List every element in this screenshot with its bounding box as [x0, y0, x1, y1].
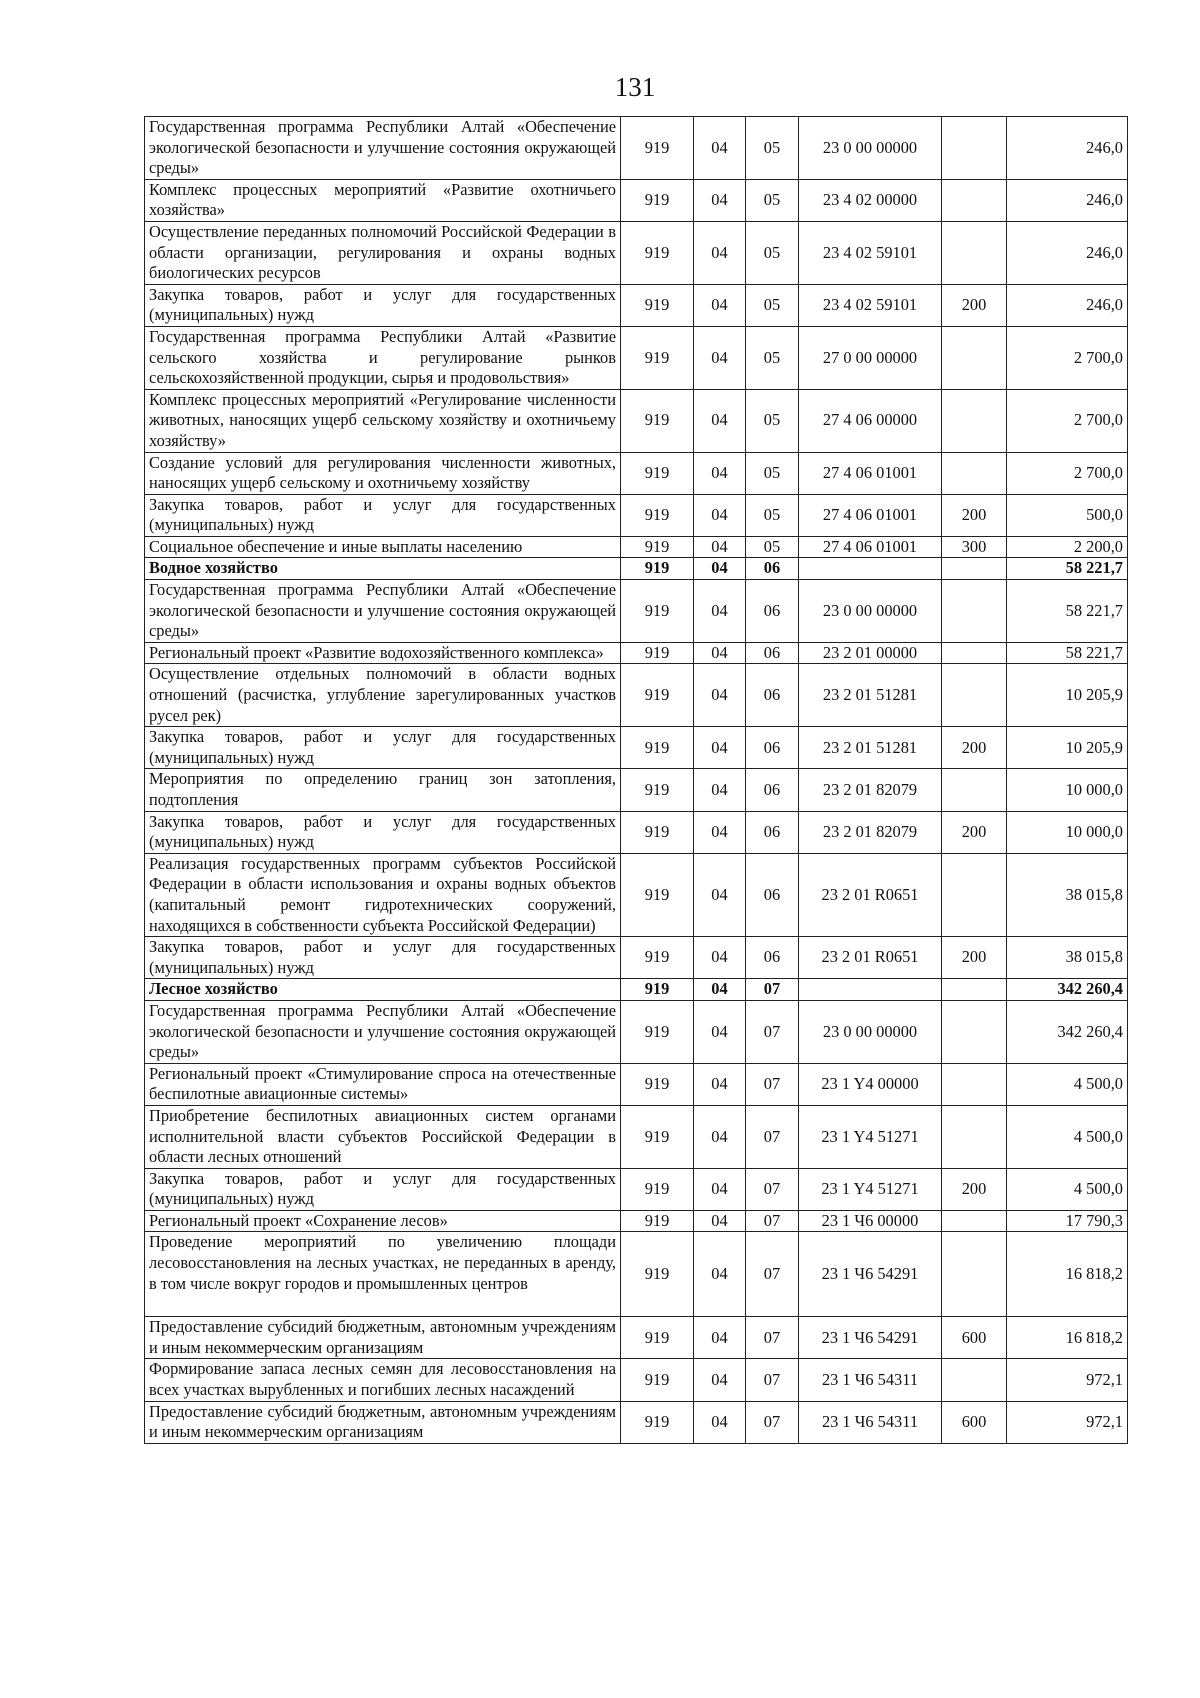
table-row — [145, 452, 1128, 494]
row-target-article — [799, 558, 942, 580]
row-subsection-code: 07 — [746, 1232, 799, 1317]
row-subsection-code: 05 — [746, 221, 799, 284]
row-subsection-code: 06 — [746, 558, 799, 580]
row-subsection-code: 06 — [746, 853, 799, 936]
row-grbs-code: 919 — [621, 769, 694, 811]
row-grbs-code: 919 — [621, 937, 694, 979]
row-name: Формирование запаса лесных семян для лесовосстановления на всех участках вырубленных и погибших лесных насаждений — [145, 1359, 621, 1401]
row-grbs-code: 919 — [621, 536, 694, 558]
row-name: Осуществление переданных полномочий Российской Федерации в области организации, регулирования и охраны водных биологических ресурсов — [145, 221, 621, 284]
row-amount: 2 700,0 — [1007, 389, 1128, 452]
row-target-article: 27 4 06 01001 — [799, 536, 942, 558]
row-grbs-code: 919 — [621, 558, 694, 580]
table-row — [145, 1317, 1128, 1359]
row-target-article: 23 2 01 51281 — [799, 664, 942, 727]
row-amount: 58 221,7 — [1007, 558, 1128, 580]
row-name: Государственная программа Республики Алтай «Развитие сельского хозяйства и регулирование рынков сельскохозяйственной продукции, сырья и продовольствия» — [145, 326, 621, 389]
row-section-code: 04 — [694, 1232, 746, 1317]
table-row — [145, 642, 1128, 664]
row-expense-type — [942, 179, 1007, 221]
row-subsection-code: 06 — [746, 727, 799, 769]
table-row — [145, 284, 1128, 326]
row-name: Лесное хозяйство — [145, 979, 621, 1001]
row-name: Предоставление субсидий бюджетным, автономным учреждениям и иным некоммерческим организациям — [145, 1317, 621, 1359]
row-grbs-code: 919 — [621, 117, 694, 180]
row-subsection-code: 07 — [746, 1000, 799, 1063]
row-subsection-code: 07 — [746, 1063, 799, 1105]
table-row — [145, 221, 1128, 284]
row-name: Закупка товаров, работ и услуг для государственных (муниципальных) нужд — [145, 937, 621, 979]
row-section-code: 04 — [694, 494, 746, 536]
row-amount: 10 000,0 — [1007, 769, 1128, 811]
row-grbs-code: 919 — [621, 1232, 694, 1317]
row-section-code: 04 — [694, 664, 746, 727]
row-section-code: 04 — [694, 117, 746, 180]
row-target-article: 23 1 Y4 00000 — [799, 1063, 942, 1105]
row-expense-type — [942, 452, 1007, 494]
row-grbs-code: 919 — [621, 221, 694, 284]
row-grbs-code: 919 — [621, 284, 694, 326]
row-target-article: 23 0 00 00000 — [799, 580, 942, 643]
row-name: Реализация государственных программ субъектов Российской Федерации в области использования и охраны водных объектов (капитальный ремонт гидротехнических сооружений, находящихся в собственности субъекта Российской Федерации) — [145, 853, 621, 936]
row-grbs-code: 919 — [621, 642, 694, 664]
table-row — [145, 536, 1128, 558]
budget-table-body — [145, 117, 1128, 1444]
row-grbs-code: 919 — [621, 853, 694, 936]
row-target-article: 23 2 01 82079 — [799, 769, 942, 811]
row-expense-type: 600 — [942, 1401, 1007, 1443]
row-section-code: 04 — [694, 221, 746, 284]
row-section-code: 04 — [694, 769, 746, 811]
row-name: Закупка товаров, работ и услуг для государственных (муниципальных) нужд — [145, 1168, 621, 1210]
table-row — [145, 1168, 1128, 1210]
page-number: 131 — [614, 72, 656, 102]
row-grbs-code: 919 — [621, 664, 694, 727]
row-target-article: 23 1 Ч6 54291 — [799, 1317, 942, 1359]
row-name: Приобретение беспилотных авиационных систем органами исполнительной власти субъектов Российской Федерации в области лесных отношений — [145, 1105, 621, 1168]
table-row — [145, 664, 1128, 727]
row-grbs-code: 919 — [621, 179, 694, 221]
row-subsection-code: 07 — [746, 1317, 799, 1359]
row-name: Государственная программа Республики Алтай «Обеспечение экологической безопасности и улучшение состояния окружающей среды» — [145, 580, 621, 643]
row-name: Региональный проект «Развитие водохозяйственного комплекса» — [145, 642, 621, 664]
row-amount: 4 500,0 — [1007, 1105, 1128, 1168]
table-row — [145, 1359, 1128, 1401]
row-amount: 246,0 — [1007, 179, 1128, 221]
row-section-code: 04 — [694, 1359, 746, 1401]
row-target-article: 27 4 06 01001 — [799, 452, 942, 494]
row-subsection-code: 05 — [746, 452, 799, 494]
row-target-article: 27 0 00 00000 — [799, 326, 942, 389]
row-expense-type — [942, 979, 1007, 1001]
row-grbs-code: 919 — [621, 452, 694, 494]
table-row — [145, 117, 1128, 180]
table-row — [145, 1401, 1128, 1443]
row-name: Закупка товаров, работ и услуг для государственных (муниципальных) нужд — [145, 284, 621, 326]
row-section-code: 04 — [694, 1401, 746, 1443]
row-amount: 4 500,0 — [1007, 1168, 1128, 1210]
row-grbs-code: 919 — [621, 811, 694, 853]
row-amount: 972,1 — [1007, 1401, 1128, 1443]
row-expense-type: 200 — [942, 937, 1007, 979]
row-subsection-code: 06 — [746, 811, 799, 853]
row-amount: 10 205,9 — [1007, 727, 1128, 769]
row-amount: 4 500,0 — [1007, 1063, 1128, 1105]
row-expense-type — [942, 1105, 1007, 1168]
row-amount: 58 221,7 — [1007, 580, 1128, 643]
row-amount: 38 015,8 — [1007, 937, 1128, 979]
row-name: Государственная программа Республики Алтай «Обеспечение экологической безопасности и улучшение состояния окружающей среды» — [145, 117, 621, 180]
row-expense-type: 200 — [942, 1168, 1007, 1210]
table-row — [145, 1232, 1128, 1317]
row-subsection-code: 05 — [746, 389, 799, 452]
row-target-article: 23 1 Ч6 54291 — [799, 1232, 942, 1317]
row-target-article: 23 1 Ч6 54311 — [799, 1359, 942, 1401]
row-grbs-code: 919 — [621, 1105, 694, 1168]
row-name: Осуществление отдельных полномочий в области водных отношений (расчистка, углубление зарегулированных участков русел рек) — [145, 664, 621, 727]
row-amount: 246,0 — [1007, 284, 1128, 326]
row-amount: 342 260,4 — [1007, 979, 1128, 1001]
row-name: Комплекс процессных мероприятий «Регулирование численности животных, наносящих ущерб сельскому хозяйству и охотничьему хозяйству» — [145, 389, 621, 452]
row-target-article: 23 1 Y4 51271 — [799, 1168, 942, 1210]
table-row — [145, 1210, 1128, 1232]
row-grbs-code: 919 — [621, 580, 694, 643]
row-subsection-code: 06 — [746, 769, 799, 811]
row-section-code: 04 — [694, 558, 746, 580]
table-section-row — [145, 558, 1128, 580]
row-subsection-code: 06 — [746, 664, 799, 727]
row-section-code: 04 — [694, 1210, 746, 1232]
row-amount: 16 818,2 — [1007, 1317, 1128, 1359]
row-section-code: 04 — [694, 326, 746, 389]
row-subsection-code: 05 — [746, 494, 799, 536]
row-grbs-code: 919 — [621, 1359, 694, 1401]
row-expense-type — [942, 580, 1007, 643]
row-name: Закупка товаров, работ и услуг для государственных (муниципальных) нужд — [145, 811, 621, 853]
row-amount: 10 205,9 — [1007, 664, 1128, 727]
row-amount: 342 260,4 — [1007, 1000, 1128, 1063]
row-grbs-code: 919 — [621, 1401, 694, 1443]
row-subsection-code: 07 — [746, 979, 799, 1001]
row-target-article: 27 4 06 00000 — [799, 389, 942, 452]
row-name: Водное хозяйство — [145, 558, 621, 580]
row-subsection-code: 07 — [746, 1105, 799, 1168]
table-row — [145, 769, 1128, 811]
row-expense-type: 300 — [942, 536, 1007, 558]
row-section-code: 04 — [694, 979, 746, 1001]
row-expense-type — [942, 769, 1007, 811]
row-subsection-code: 07 — [746, 1359, 799, 1401]
row-section-code: 04 — [694, 937, 746, 979]
row-target-article: 23 1 Ч6 00000 — [799, 1210, 942, 1232]
table-row — [145, 811, 1128, 853]
row-target-article: 23 2 01 R0651 — [799, 853, 942, 936]
row-section-code: 04 — [694, 389, 746, 452]
row-name: Проведение мероприятий по увеличению площади лесовосстановления на лесных участках, не переданных в аренду, в том числе вокруг городов и промышленных центров — [145, 1232, 621, 1317]
row-section-code: 04 — [694, 580, 746, 643]
budget-table — [144, 116, 1128, 1444]
row-section-code: 04 — [694, 179, 746, 221]
row-subsection-code: 05 — [746, 179, 799, 221]
table-row — [145, 326, 1128, 389]
row-expense-type — [942, 1210, 1007, 1232]
row-name: Государственная программа Республики Алтай «Обеспечение экологической безопасности и улучшение состояния окружающей среды» — [145, 1000, 621, 1063]
row-section-code: 04 — [694, 1168, 746, 1210]
row-name: Социальное обеспечение и иные выплаты населению — [145, 536, 621, 558]
row-subsection-code: 06 — [746, 937, 799, 979]
row-target-article: 23 4 02 00000 — [799, 179, 942, 221]
row-grbs-code: 919 — [621, 727, 694, 769]
row-grbs-code: 919 — [621, 1317, 694, 1359]
row-name: Закупка товаров, работ и услуг для государственных (муниципальных) нужд — [145, 727, 621, 769]
row-target-article: 23 4 02 59101 — [799, 221, 942, 284]
table-row — [145, 1105, 1128, 1168]
row-expense-type — [942, 1063, 1007, 1105]
row-grbs-code: 919 — [621, 1063, 694, 1105]
row-target-article: 23 2 01 R0651 — [799, 937, 942, 979]
row-expense-type — [942, 221, 1007, 284]
row-expense-type — [942, 664, 1007, 727]
row-name: Создание условий для регулирования численности животных, наносящих ущерб сельскому и охотничьему хозяйству — [145, 452, 621, 494]
row-subsection-code: 06 — [746, 580, 799, 643]
row-expense-type: 200 — [942, 494, 1007, 536]
row-section-code: 04 — [694, 853, 746, 936]
row-subsection-code: 07 — [746, 1210, 799, 1232]
table-row — [145, 853, 1128, 936]
row-target-article: 23 2 01 00000 — [799, 642, 942, 664]
row-section-code: 04 — [694, 1063, 746, 1105]
row-section-code: 04 — [694, 284, 746, 326]
row-subsection-code: 05 — [746, 284, 799, 326]
row-amount: 246,0 — [1007, 117, 1128, 180]
row-amount: 246,0 — [1007, 221, 1128, 284]
row-amount: 10 000,0 — [1007, 811, 1128, 853]
row-grbs-code: 919 — [621, 494, 694, 536]
row-section-code: 04 — [694, 536, 746, 558]
row-grbs-code: 919 — [621, 326, 694, 389]
row-amount: 2 200,0 — [1007, 536, 1128, 558]
row-grbs-code: 919 — [621, 389, 694, 452]
row-expense-type — [942, 1232, 1007, 1317]
row-subsection-code: 07 — [746, 1401, 799, 1443]
row-name: Закупка товаров, работ и услуг для государственных (муниципальных) нужд — [145, 494, 621, 536]
row-subsection-code: 06 — [746, 642, 799, 664]
row-name: Предоставление субсидий бюджетным, автономным учреждениям и иным некоммерческим организациям — [145, 1401, 621, 1443]
table-section-row — [145, 979, 1128, 1001]
row-amount: 500,0 — [1007, 494, 1128, 536]
row-subsection-code: 05 — [746, 117, 799, 180]
row-grbs-code: 919 — [621, 979, 694, 1001]
row-section-code: 04 — [694, 1317, 746, 1359]
row-name: Комплекс процессных мероприятий «Развитие охотничьего хозяйства» — [145, 179, 621, 221]
table-row — [145, 179, 1128, 221]
row-target-article: 23 1 Y4 51271 — [799, 1105, 942, 1168]
row-grbs-code: 919 — [621, 1000, 694, 1063]
table-row — [145, 727, 1128, 769]
row-target-article: 27 4 06 01001 — [799, 494, 942, 536]
row-amount: 38 015,8 — [1007, 853, 1128, 936]
row-expense-type — [942, 389, 1007, 452]
row-expense-type — [942, 558, 1007, 580]
table-row — [145, 494, 1128, 536]
row-subsection-code: 05 — [746, 536, 799, 558]
row-section-code: 04 — [694, 811, 746, 853]
row-name: Мероприятия по определению границ зон затопления, подтопления — [145, 769, 621, 811]
row-expense-type: 200 — [942, 811, 1007, 853]
row-subsection-code: 07 — [746, 1168, 799, 1210]
table-row — [145, 389, 1128, 452]
row-expense-type — [942, 642, 1007, 664]
row-target-article — [799, 979, 942, 1001]
row-section-code: 04 — [694, 642, 746, 664]
row-name: Региональный проект «Стимулирование спроса на отечественные беспилотные авиационные системы» — [145, 1063, 621, 1105]
row-expense-type: 600 — [942, 1317, 1007, 1359]
row-target-article: 23 1 Ч6 54311 — [799, 1401, 942, 1443]
row-target-article: 23 0 00 00000 — [799, 1000, 942, 1063]
row-subsection-code: 05 — [746, 326, 799, 389]
row-expense-type — [942, 1000, 1007, 1063]
row-expense-type: 200 — [942, 727, 1007, 769]
row-target-article: 23 0 00 00000 — [799, 117, 942, 180]
row-expense-type — [942, 117, 1007, 180]
row-target-article: 23 4 02 59101 — [799, 284, 942, 326]
row-amount: 2 700,0 — [1007, 452, 1128, 494]
row-section-code: 04 — [694, 1000, 746, 1063]
row-grbs-code: 919 — [621, 1168, 694, 1210]
row-amount: 2 700,0 — [1007, 326, 1128, 389]
row-amount: 16 818,2 — [1007, 1232, 1128, 1317]
row-expense-type: 200 — [942, 284, 1007, 326]
row-amount: 972,1 — [1007, 1359, 1128, 1401]
row-section-code: 04 — [694, 727, 746, 769]
table-row — [145, 1000, 1128, 1063]
row-amount: 58 221,7 — [1007, 642, 1128, 664]
row-expense-type — [942, 1359, 1007, 1401]
row-expense-type — [942, 853, 1007, 936]
row-section-code: 04 — [694, 452, 746, 494]
row-amount: 17 790,3 — [1007, 1210, 1128, 1232]
row-name: Региональный проект «Сохранение лесов» — [145, 1210, 621, 1232]
table-row — [145, 937, 1128, 979]
row-section-code: 04 — [694, 1105, 746, 1168]
row-grbs-code: 919 — [621, 1210, 694, 1232]
row-target-article: 23 2 01 82079 — [799, 811, 942, 853]
row-target-article: 23 2 01 51281 — [799, 727, 942, 769]
table-row — [145, 1063, 1128, 1105]
table-row — [145, 580, 1128, 643]
row-expense-type — [942, 326, 1007, 389]
